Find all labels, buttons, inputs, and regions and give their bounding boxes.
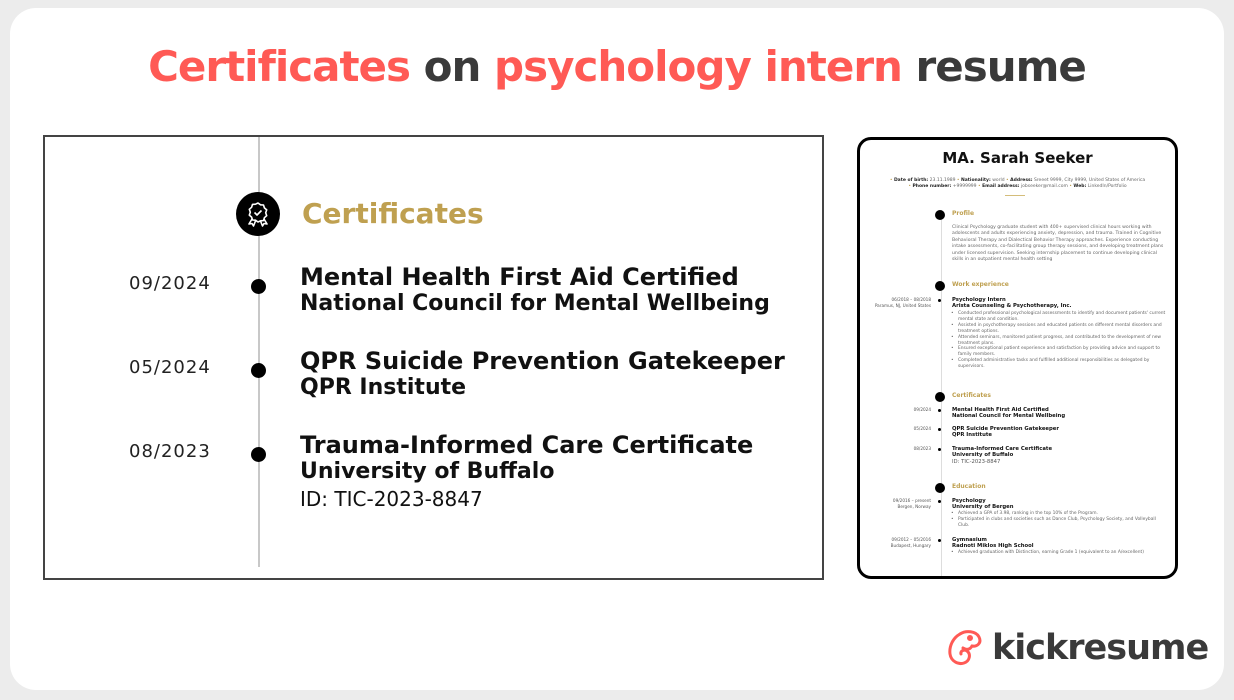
timeline-dot [251, 279, 266, 294]
user-icon [935, 210, 945, 220]
resume-name: MA. Sarah Seeker [942, 149, 1093, 167]
timeline-dot [251, 447, 266, 462]
profile-text: Clinical Psychology graduate student with 400+ supervised clinical hours working with adolescents and adults experiencing anxiety, depression, and trauma. Trained in Cognitive Behavioral Therapy and Dialectical Behavior Therapy approaches. Experience conducting intake assessments, co-facilitating group therapy sessions, and developing treatment plans under licensed supervision. Seeking internship placement to continue developing clinical skills in an outpatient mental health setting [952, 225, 1164, 263]
brand-name: kickresume [992, 628, 1209, 668]
chameleon-logo-icon [946, 628, 984, 668]
timeline-dot [251, 363, 266, 378]
resume-contact-line: • Date of birth: 23.11.1989 • Nationality: world • Address: Sreeet 9999, City 9999, United States of America [889, 178, 1146, 183]
award-ribbon-icon [935, 392, 945, 402]
kickresume-logo [946, 628, 1208, 668]
certificates-zoom-panel: Certificates 09/2024 Mental Health First Aid Certified National Council for Mental Wellbeing 05/2024 QPR Suicide Prevention Gatekeeper QPR Institute 08/2023 Trauma-Informed Care Certificate University of Buffalo ID: TIC-2023-8847 [43, 135, 824, 580]
briefcase-icon [935, 281, 945, 291]
resume-contact-line: • Phone number: +9999999 • Email address: jobseeker@mail.com • Web: LinkedIn/Portfolio [908, 184, 1127, 189]
section-title: Certificates [302, 197, 484, 230]
resume-preview: MA. Sarah Seeker • Date of birth: 23.11.1989 • Nationality: world • Address: Sreeet 9999, City 9999, United States of America • Phone number: +9999999 • Email address: jobseeker@mail.com • Web: LinkedIn/Portfolio Profile Clinical Psychology graduate student with 400+ supervised clinical hours working with adolescents and adults experiencing anxiety, depression, and trauma. Trained in Cognitive Behavioral Therapy and Dialectical Behavior Therapy approaches. Experience conducting intake assessments, co-facilitating group therapy sessions, and developing treatment plans under licensed supervision. Seeking internship placement to continue developing clinical skills in an outpatient mental health setting Work experience 06/2018 – 08/2018 Paramus, NJ, United States Psychology Intern Arista Counseling & Psychotherapy, Inc. • Conducted professional psychological assessments to identify and document patients' current mental state and condition. • Assisted in psychotherapy sessions and educated patients on different mental disorders and treatment options. • Attended seminars, monitored patient progress, and contributed to the development of new treatment plans. • Ensured exceptional patient experience and satisfaction by providing advice and support to family members. • Completed administrative tasks and fulfilled additional responsibilities as delegated by supervisors. Certificates 09/2024 Mental Health First Aid Certified National Council for Mental Wellbeing 05/2024 QPR Suicide Prevention Gatekeeper QPR Institute 08/2023 Trauma-Informed Care Certificate University of Buffalo ID: TIC-2023-8847 Education 09/2016 – present Bergen, Norway Psychology University of Bergen • Achieved a GPA of 3.98, ranking in the top 10% of the Program. • Participated in clubs and societies such as Dance Club, Psychology Society, and Volleyball Club. 09/2012 – 05/2016 Budapest, Hungary Gymnasium Radnoti Miklos High School • Achieved graduation with Distinction, earning Grade 1 (equivalent to an A/excellent) [857, 137, 1178, 579]
divider [1005, 195, 1025, 196]
page-title: Certificates on psychology intern resume [148, 42, 1086, 91]
graduation-cap-icon [935, 483, 945, 493]
award-ribbon-icon [236, 192, 280, 236]
